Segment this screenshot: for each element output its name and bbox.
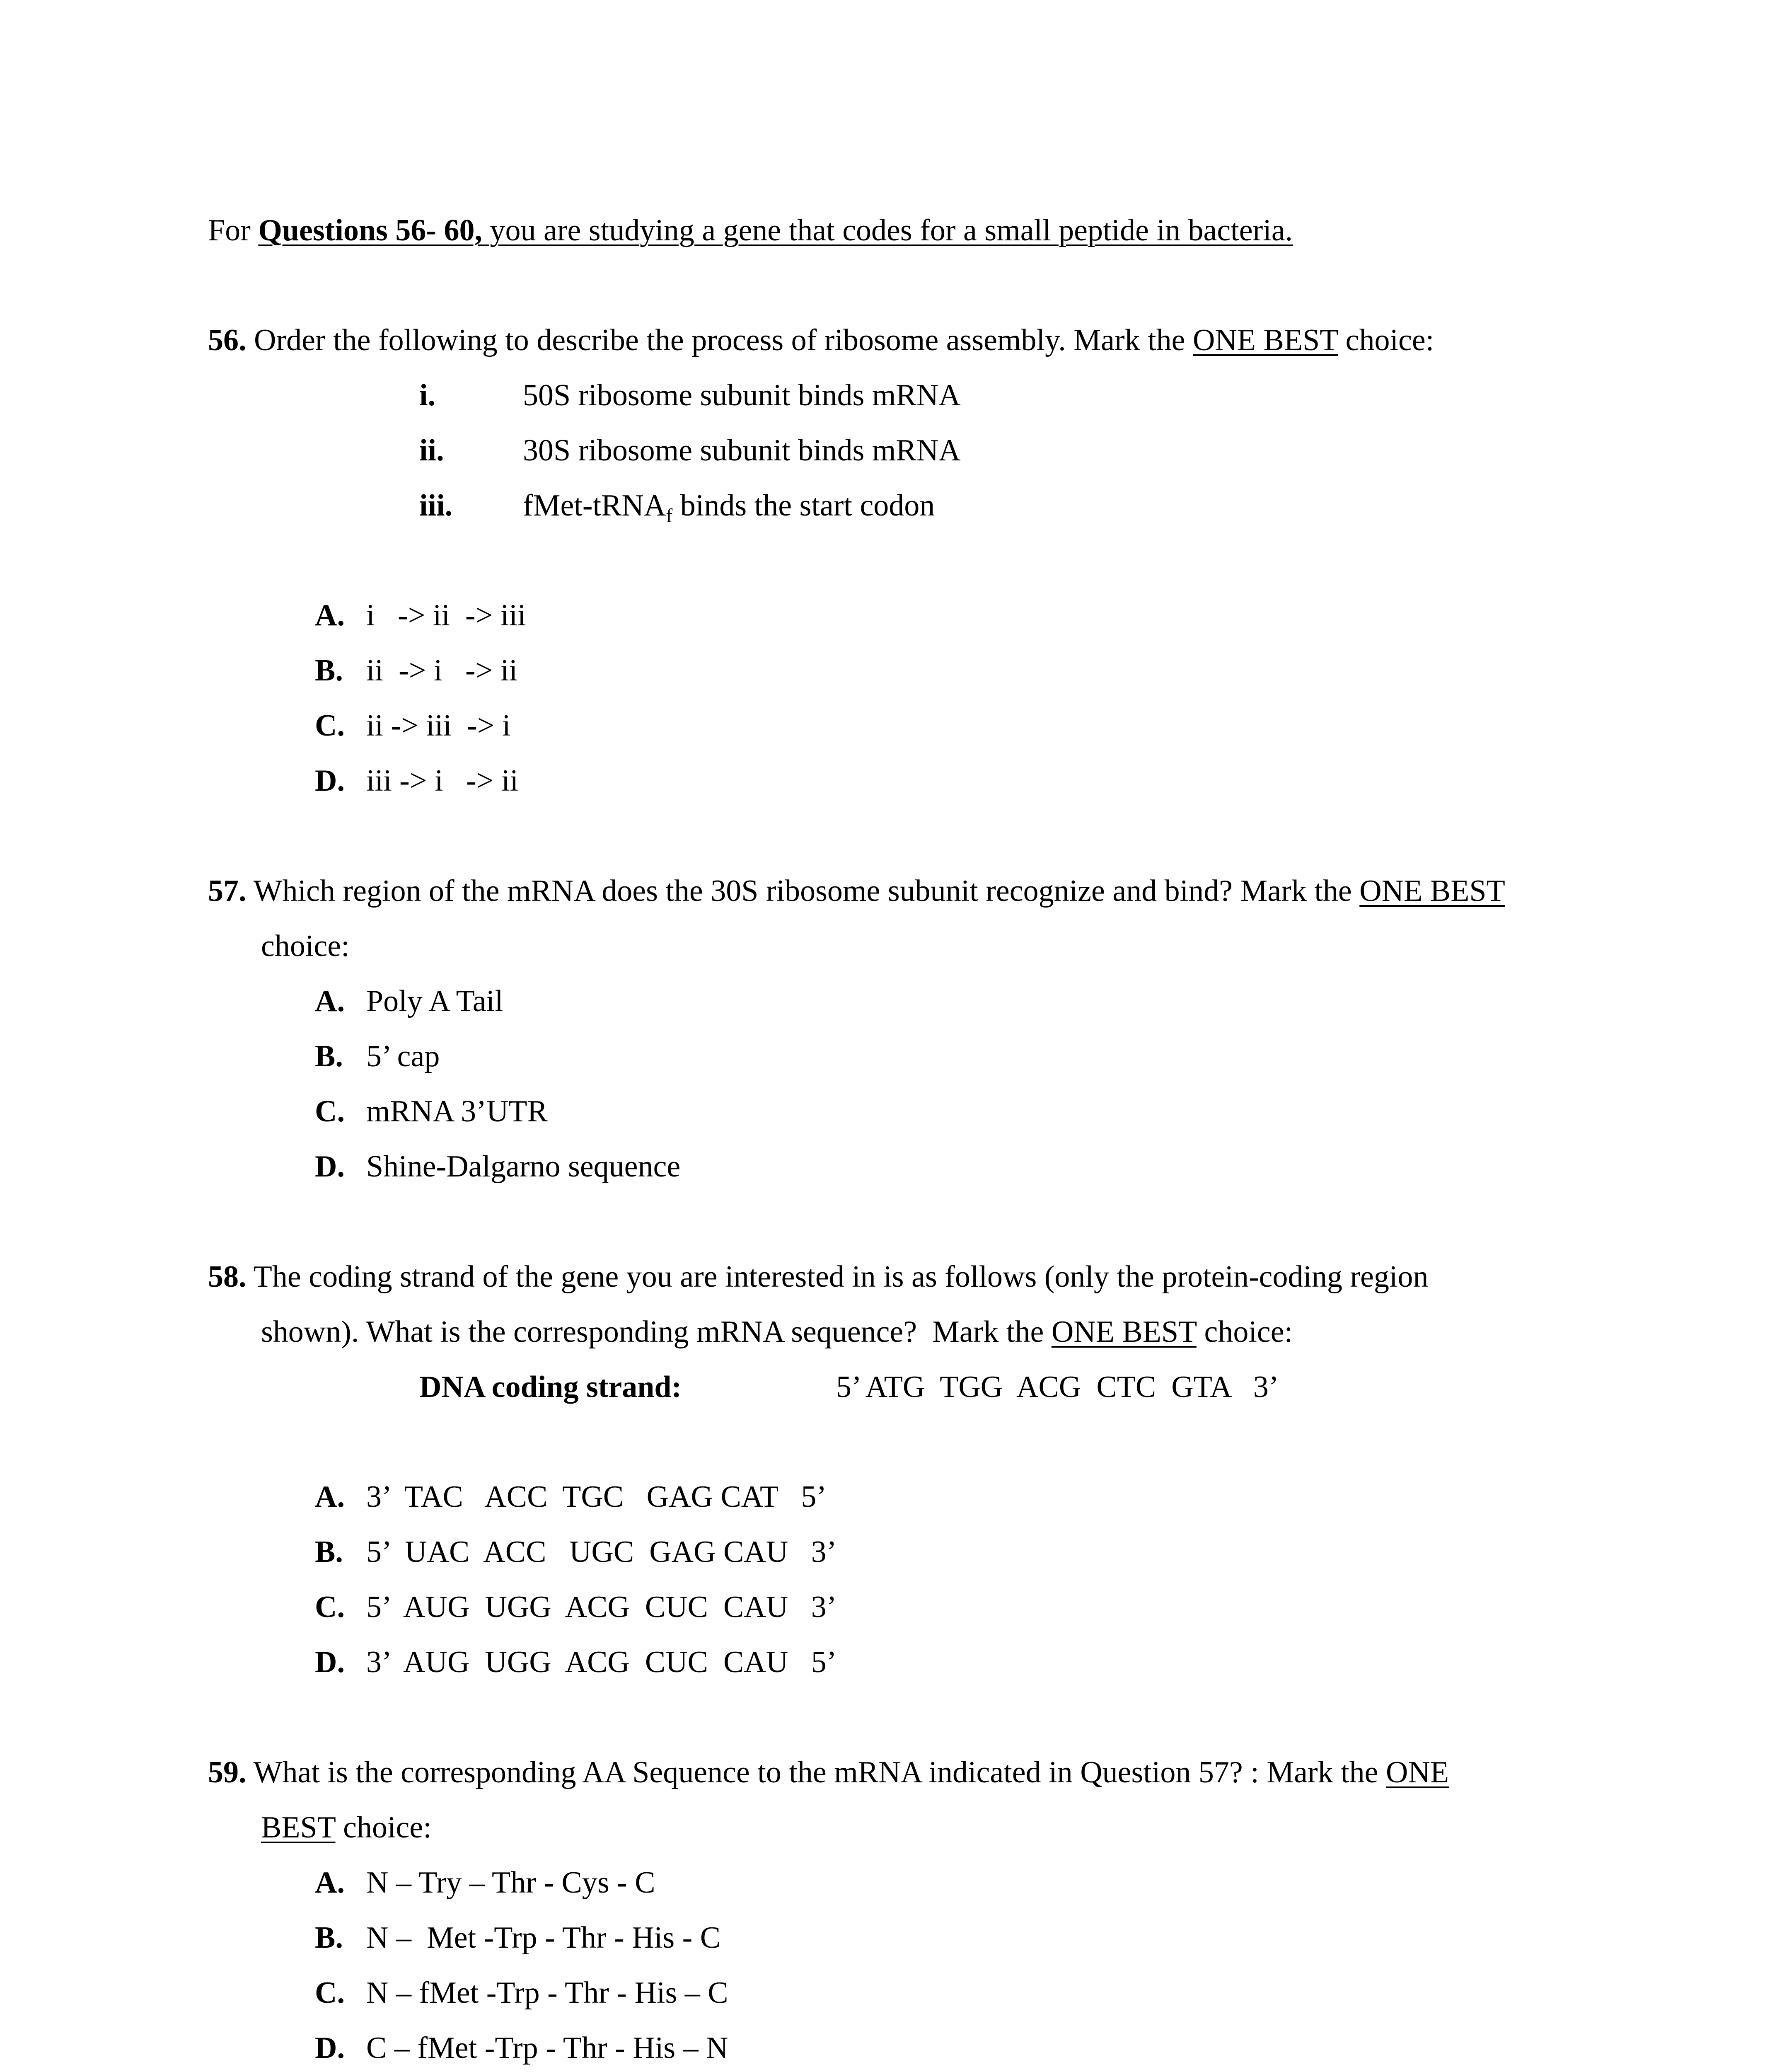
q57-number: 57. (208, 874, 247, 908)
q59-emphasis-cont: BEST (261, 1811, 336, 1844)
q56-text-end: choice: (1338, 323, 1434, 357)
q57-option-text: Shine-Dalgarno sequence (366, 1150, 681, 1184)
q56-step-text: 30S ribosome subunit binds mRNA (523, 433, 961, 467)
q57-stem (208, 876, 1505, 906)
q56-emphasis: ONE BEST (1193, 323, 1338, 357)
q59-text: What is the corresponding AA Sequence to the mRNA indicated in Question 57? : Mark the (253, 1755, 1386, 1789)
q57-option-letter: D. (315, 1150, 345, 1184)
q59-emphasis: ONE (1386, 1755, 1449, 1789)
q56-option-letter: D. (315, 764, 345, 798)
q56-option-text: ii -> iii -> i (366, 709, 511, 743)
q56-option-letter: C. (315, 709, 345, 743)
q59-stem-continuation (261, 1812, 432, 1843)
intro-text: you are studying a gene that codes for a small peptide in bacteria. (482, 213, 1293, 247)
q58-option-letter: D. (315, 1645, 345, 1679)
q58-option-letter: C. (315, 1590, 345, 1624)
q56-option-letter: B. (315, 654, 343, 687)
q57-text: Which region of the mRNA does the 30S ribosome subunit recognize and bind? Mark the (253, 874, 1360, 908)
trna-subscript: f (666, 504, 673, 527)
q58-option-text: 5’ AUG UGG ACG CUC CAU 3’ (366, 1590, 837, 1624)
q57-option-letter: B. (315, 1039, 343, 1073)
q57-option-letter: C. (315, 1094, 345, 1128)
q56-step-roman: i. (419, 378, 436, 412)
q59-option-letter: D. (315, 2031, 345, 2065)
q56-number: 56. (208, 323, 247, 357)
q59-option-text: N – Met -Trp - Thr - His - C (366, 1921, 721, 1955)
q57-option-text: Poly A Tail (366, 984, 503, 1018)
q56-step-roman: iii. (419, 489, 453, 523)
q59-stem (208, 1757, 1449, 1788)
q59-option-letter: C. (315, 1976, 345, 2010)
q59-option-text: N – Try – Thr - Cys - C (366, 1866, 655, 1900)
q56-step-text: 50S ribosome subunit binds mRNA (523, 378, 961, 412)
q58-number: 58. (208, 1260, 247, 1294)
intro-line (208, 215, 1293, 246)
q56-step-text (523, 490, 935, 526)
dna-coding-strand-sequence: 5’ ATG TGG ACG CTC GTA 3’ (836, 1370, 1279, 1404)
q57-stem-continuation: choice: (261, 929, 350, 963)
intro-questions-range: Questions 56- 60, (258, 213, 482, 247)
q58-option-text: 5’ UAC ACC UGC GAG CAU 3’ (366, 1535, 837, 1569)
q59-option-text: N – fMet -Trp - Thr - His – C (366, 1976, 728, 2010)
q56-step-roman: ii. (419, 433, 444, 467)
q59-option-text: C – fMet -Trp - Thr - His – N (366, 2031, 728, 2065)
q58-stem-continuation (261, 1317, 1293, 1347)
q58-stem (208, 1261, 1429, 1292)
q57-emphasis: ONE BEST (1359, 874, 1505, 908)
q58-text-cont: shown). What is the corresponding mRNA sequence? Mark the (261, 1315, 1052, 1349)
q58-option-letter: A. (315, 1480, 345, 1514)
q58-text: The coding strand of the gene you are interested in is as follows (only the protein-coding region (253, 1260, 1429, 1294)
q57-option-letter: A. (315, 984, 345, 1018)
q58-option-text: 3’ AUG UGG ACG CUC CAU 5’ (366, 1645, 837, 1679)
q56-stem (208, 325, 1434, 356)
q56-text: Order the following to describe the process of ribosome assembly. Mark the (254, 323, 1193, 357)
step-text-after: binds the start codon (672, 489, 935, 523)
intro-pre: For (208, 213, 259, 247)
q59-text-end: choice: (335, 1811, 432, 1844)
q56-option-text: ii -> i -> ii (366, 654, 518, 687)
q56-option-text: iii -> i -> ii (366, 764, 519, 798)
q56-option-text: i -> ii -> iii (366, 598, 526, 632)
q59-option-letter: B. (315, 1921, 343, 1955)
q56-option-letter: A. (315, 598, 345, 632)
q58-option-letter: B. (315, 1535, 343, 1569)
q59-number: 59. (208, 1755, 247, 1789)
q58-option-text: 3’ TAC ACC TGC GAG CAT 5’ (366, 1480, 827, 1514)
dna-coding-strand-label: DNA coding strand: (419, 1370, 682, 1404)
q59-option-letter: A. (315, 1866, 345, 1900)
q57-option-text: mRNA 3’UTR (366, 1094, 548, 1128)
q57-option-text: 5’ cap (366, 1039, 440, 1073)
q58-emphasis: ONE BEST (1051, 1315, 1197, 1349)
q58-text-end: choice: (1196, 1315, 1293, 1349)
fmet-trna-text: fMet-tRNA (523, 489, 666, 523)
